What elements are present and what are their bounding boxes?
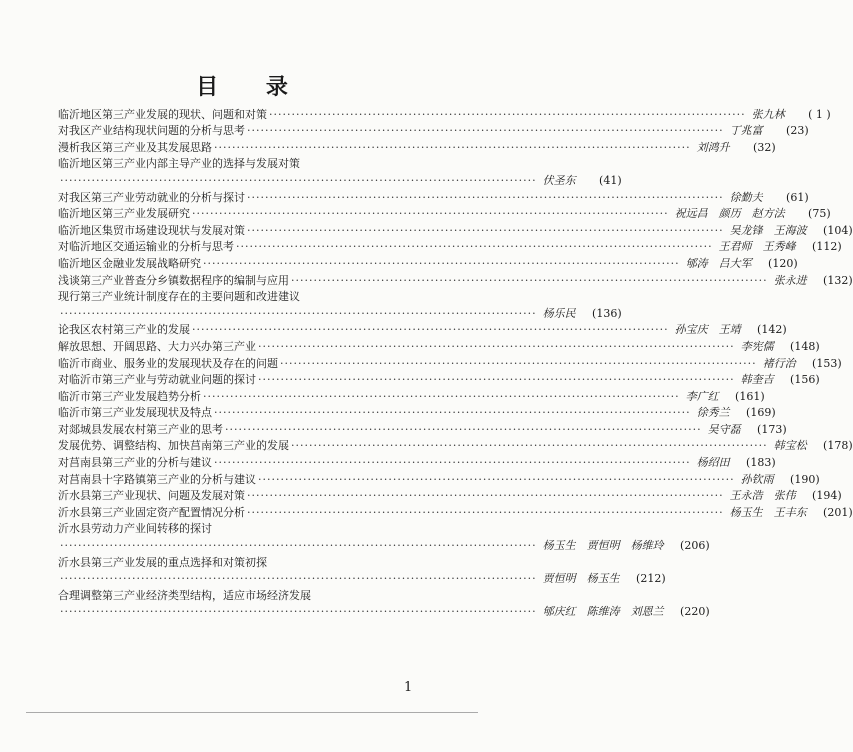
leader-dots: [214, 140, 691, 156]
toc-entry-page: (75): [808, 207, 831, 221]
toc-entry: [58, 454, 776, 471]
toc-entry-author: 褚行治: [762, 356, 796, 370]
toc-entry-title: 漫析我区第三产业及其发展思路: [58, 140, 212, 154]
toc-entry-page: (178): [823, 439, 853, 453]
toc-entry-author: 吴守磊: [707, 422, 741, 436]
toc-entry-page: (169): [746, 406, 776, 420]
toc-entry-page: (148): [790, 339, 820, 353]
toc-entry-author: 李广红: [685, 389, 719, 403]
toc-entry-author: 张九林: [751, 107, 785, 121]
toc-entry-title: 合理调整第三产业经济类型结构，适应市场经济发展: [58, 588, 311, 602]
toc-entry: [58, 206, 831, 223]
toc-entry: [58, 338, 820, 355]
toc-entry-title: 临沂市第三产业发展趋势分析: [58, 389, 201, 403]
leader-dots: [291, 273, 768, 289]
toc-entry-author: 丁兆富: [729, 124, 763, 138]
toc-entry: [58, 156, 464, 173]
toc-entry-page: (120): [768, 256, 798, 270]
leader-dots: [269, 107, 746, 123]
toc-entry-author: 杨玉生 贾恒明 杨维玲: [542, 539, 664, 553]
toc-entry: [58, 289, 464, 306]
toc-entry-author: 徐秀兰: [696, 406, 730, 420]
toc-entry: [58, 255, 798, 272]
toc-entry: [58, 139, 776, 156]
toc-entry: [58, 504, 853, 521]
toc-entry-title: 临沂市第三产业发展现状及特点: [58, 406, 212, 420]
leader-dots: [214, 455, 691, 471]
toc-entry-page: (190): [790, 472, 820, 486]
toc-entry-author: 杨玉生 王丰东: [729, 505, 807, 519]
toc-entry-page: (201): [823, 505, 853, 519]
toc-entry: [58, 388, 765, 405]
toc-entry-title: 发展优势、调整结构、加快莒南第三产业的发展: [58, 439, 289, 453]
toc-entry: [58, 239, 842, 256]
toc-entry-title: 论我区农村第三产业的发展: [58, 323, 190, 337]
toc-entry-page: (112): [812, 240, 842, 254]
leader-dots: [60, 306, 537, 322]
toc-entry-title: 沂水县劳动力产业间转移的探讨: [58, 522, 212, 536]
toc-entry-page: (104): [823, 223, 853, 237]
leader-dots: [247, 505, 724, 521]
leader-dots: [258, 472, 735, 488]
toc-entry-title: 对我区产业结构现状问题的分析与思考: [58, 124, 245, 138]
toc-entry-author: 韩宝松: [773, 439, 807, 453]
leader-dots: [203, 389, 680, 405]
toc-entry-title: 临沂地区第三产业发展研究: [58, 207, 190, 221]
toc-entry-author: 刘鸿升: [696, 140, 730, 154]
toc-entry: [58, 322, 787, 339]
toc-entry-author: 郇涛 吕大军: [685, 256, 752, 270]
leader-dots: [192, 322, 669, 338]
toc-entry-page: (132): [823, 273, 853, 287]
toc-entry-author: 王永浩 张伟: [729, 489, 796, 503]
page-number: 1: [404, 680, 413, 695]
toc-entry-page: ( 1 ): [808, 107, 831, 121]
leader-dots: [60, 538, 537, 554]
toc-entry-author: 郇庆红 陈维涛 刘恩兰: [542, 605, 664, 619]
leader-dots: [247, 190, 724, 206]
toc-entry-title: 沂水县第三产业发展的重点选择和对策初探: [58, 555, 267, 569]
toc-entry-author: 伏圣东: [542, 173, 576, 187]
toc-entry-page: (183): [746, 456, 776, 470]
toc-entry-page: (220): [680, 605, 710, 619]
toc-entry-page: (32): [753, 140, 776, 154]
toc-entry: [58, 372, 820, 389]
page-title: 目 录: [196, 74, 308, 100]
leader-dots: [291, 438, 768, 454]
toc-entry-title: 沂水县第三产业固定资产配置情况分析: [58, 505, 245, 519]
toc-entry: [58, 554, 464, 571]
toc-entry: [58, 571, 666, 588]
toc-entry: [58, 272, 853, 289]
leader-dots: [192, 206, 669, 222]
leader-dots: [225, 422, 702, 438]
toc-entry-author: 孙宝庆 王靖: [674, 323, 741, 337]
toc-entry-page: (136): [592, 306, 622, 320]
bottom-rule: [26, 712, 478, 713]
leader-dots: [247, 488, 724, 504]
toc-entry-page: (161): [735, 389, 765, 403]
toc-entry-page: (194): [812, 489, 842, 503]
leader-dots: [236, 239, 713, 255]
toc-entry-page: (153): [812, 356, 842, 370]
toc-entry: [58, 106, 831, 123]
toc-entry: [58, 471, 820, 488]
toc-entry: [58, 172, 622, 189]
toc-entry-author: 祝远昌 颜历 赵方法: [674, 207, 785, 221]
table-of-contents: [58, 106, 853, 620]
toc-entry: [58, 421, 787, 438]
toc-entry: [58, 587, 464, 604]
toc-entry-author: 徐勤夫: [729, 190, 763, 204]
toc-entry-title: 对莒南县第三产业的分析与建议: [58, 456, 212, 470]
toc-entry-author: 韩奎吉: [740, 373, 774, 387]
leader-dots: [60, 604, 537, 620]
toc-entry-title: 沂水县第三产业现状、问题及发展对策: [58, 489, 245, 503]
toc-entry: [58, 355, 842, 372]
toc-entry-title: 解放思想、开阔思路、大力兴办第三产业: [58, 339, 256, 353]
toc-entry-author: 杨乐民: [542, 306, 576, 320]
toc-entry-title: 临沂地区第三产业发展的现状、问题和对策: [58, 107, 267, 121]
toc-entry: [58, 488, 842, 505]
toc-entry-title: 对我区第三产业劳动就业的分析与探讨: [58, 190, 245, 204]
toc-entry-author: 杨绍田: [696, 456, 730, 470]
toc-entry-page: (41): [599, 173, 622, 187]
toc-entry-author: 吴龙锋 王海波: [729, 223, 807, 237]
toc-entry: [58, 537, 710, 554]
toc-entry-title: 对莒南县十字路镇第三产业的分析与建议: [58, 472, 256, 486]
toc-entry-title: 浅谈第三产业普查分乡镇数据程序的编制与应用: [58, 273, 289, 287]
toc-entry: [58, 521, 464, 538]
toc-entry: [58, 305, 622, 322]
toc-entry: [58, 438, 853, 455]
toc-entry-title: 对临沂地区交通运输业的分析与思考: [58, 240, 234, 254]
toc-entry-author: 王君师 王秀峰: [718, 240, 796, 254]
leader-dots: [60, 173, 537, 189]
toc-entry-author: 李宪儒: [740, 339, 774, 353]
toc-entry-page: (142): [757, 323, 787, 337]
toc-entry-title: 临沂地区第三产业内部主导产业的选择与发展对策: [58, 157, 300, 171]
toc-entry: [58, 222, 853, 239]
leader-dots: [203, 256, 680, 272]
toc-entry-page: (156): [790, 373, 820, 387]
toc-entry-author: 张永进: [773, 273, 807, 287]
toc-entry: [58, 405, 776, 422]
toc-entry-page: (206): [680, 539, 710, 553]
leader-dots: [258, 339, 735, 355]
toc-entry: [58, 189, 809, 206]
toc-entry-page: (61): [786, 190, 809, 204]
leader-dots: [60, 571, 537, 587]
leader-dots: [214, 405, 691, 421]
toc-entry-page: (23): [786, 124, 809, 138]
toc-entry-title: 临沂地区金融业发展战略研究: [58, 256, 201, 270]
toc-entry: [58, 604, 710, 621]
leader-dots: [258, 372, 735, 388]
toc-entry-title: 现行第三产业统计制度存在的主要问题和改进建议: [58, 290, 300, 304]
toc-entry-title: 临沂市商业、服务业的发展现状及存在的问题: [58, 356, 278, 370]
leader-dots: [247, 223, 724, 239]
leader-dots: [247, 123, 724, 139]
leader-dots: [280, 356, 757, 372]
toc-entry: [58, 123, 809, 140]
toc-entry-page: (173): [757, 422, 787, 436]
toc-entry-author: 孙钦雨: [740, 472, 774, 486]
toc-entry-title: 对郯城县发展农村第三产业的思考: [58, 422, 223, 436]
toc-entry-author: 贾恒明 杨玉生: [542, 572, 620, 586]
toc-entry-title: 对临沂市第三产业与劳动就业问题的探讨: [58, 373, 256, 387]
toc-entry-title: 临沂地区集贸市场建设现状与发展对策: [58, 223, 245, 237]
toc-entry-page: (212): [636, 572, 666, 586]
